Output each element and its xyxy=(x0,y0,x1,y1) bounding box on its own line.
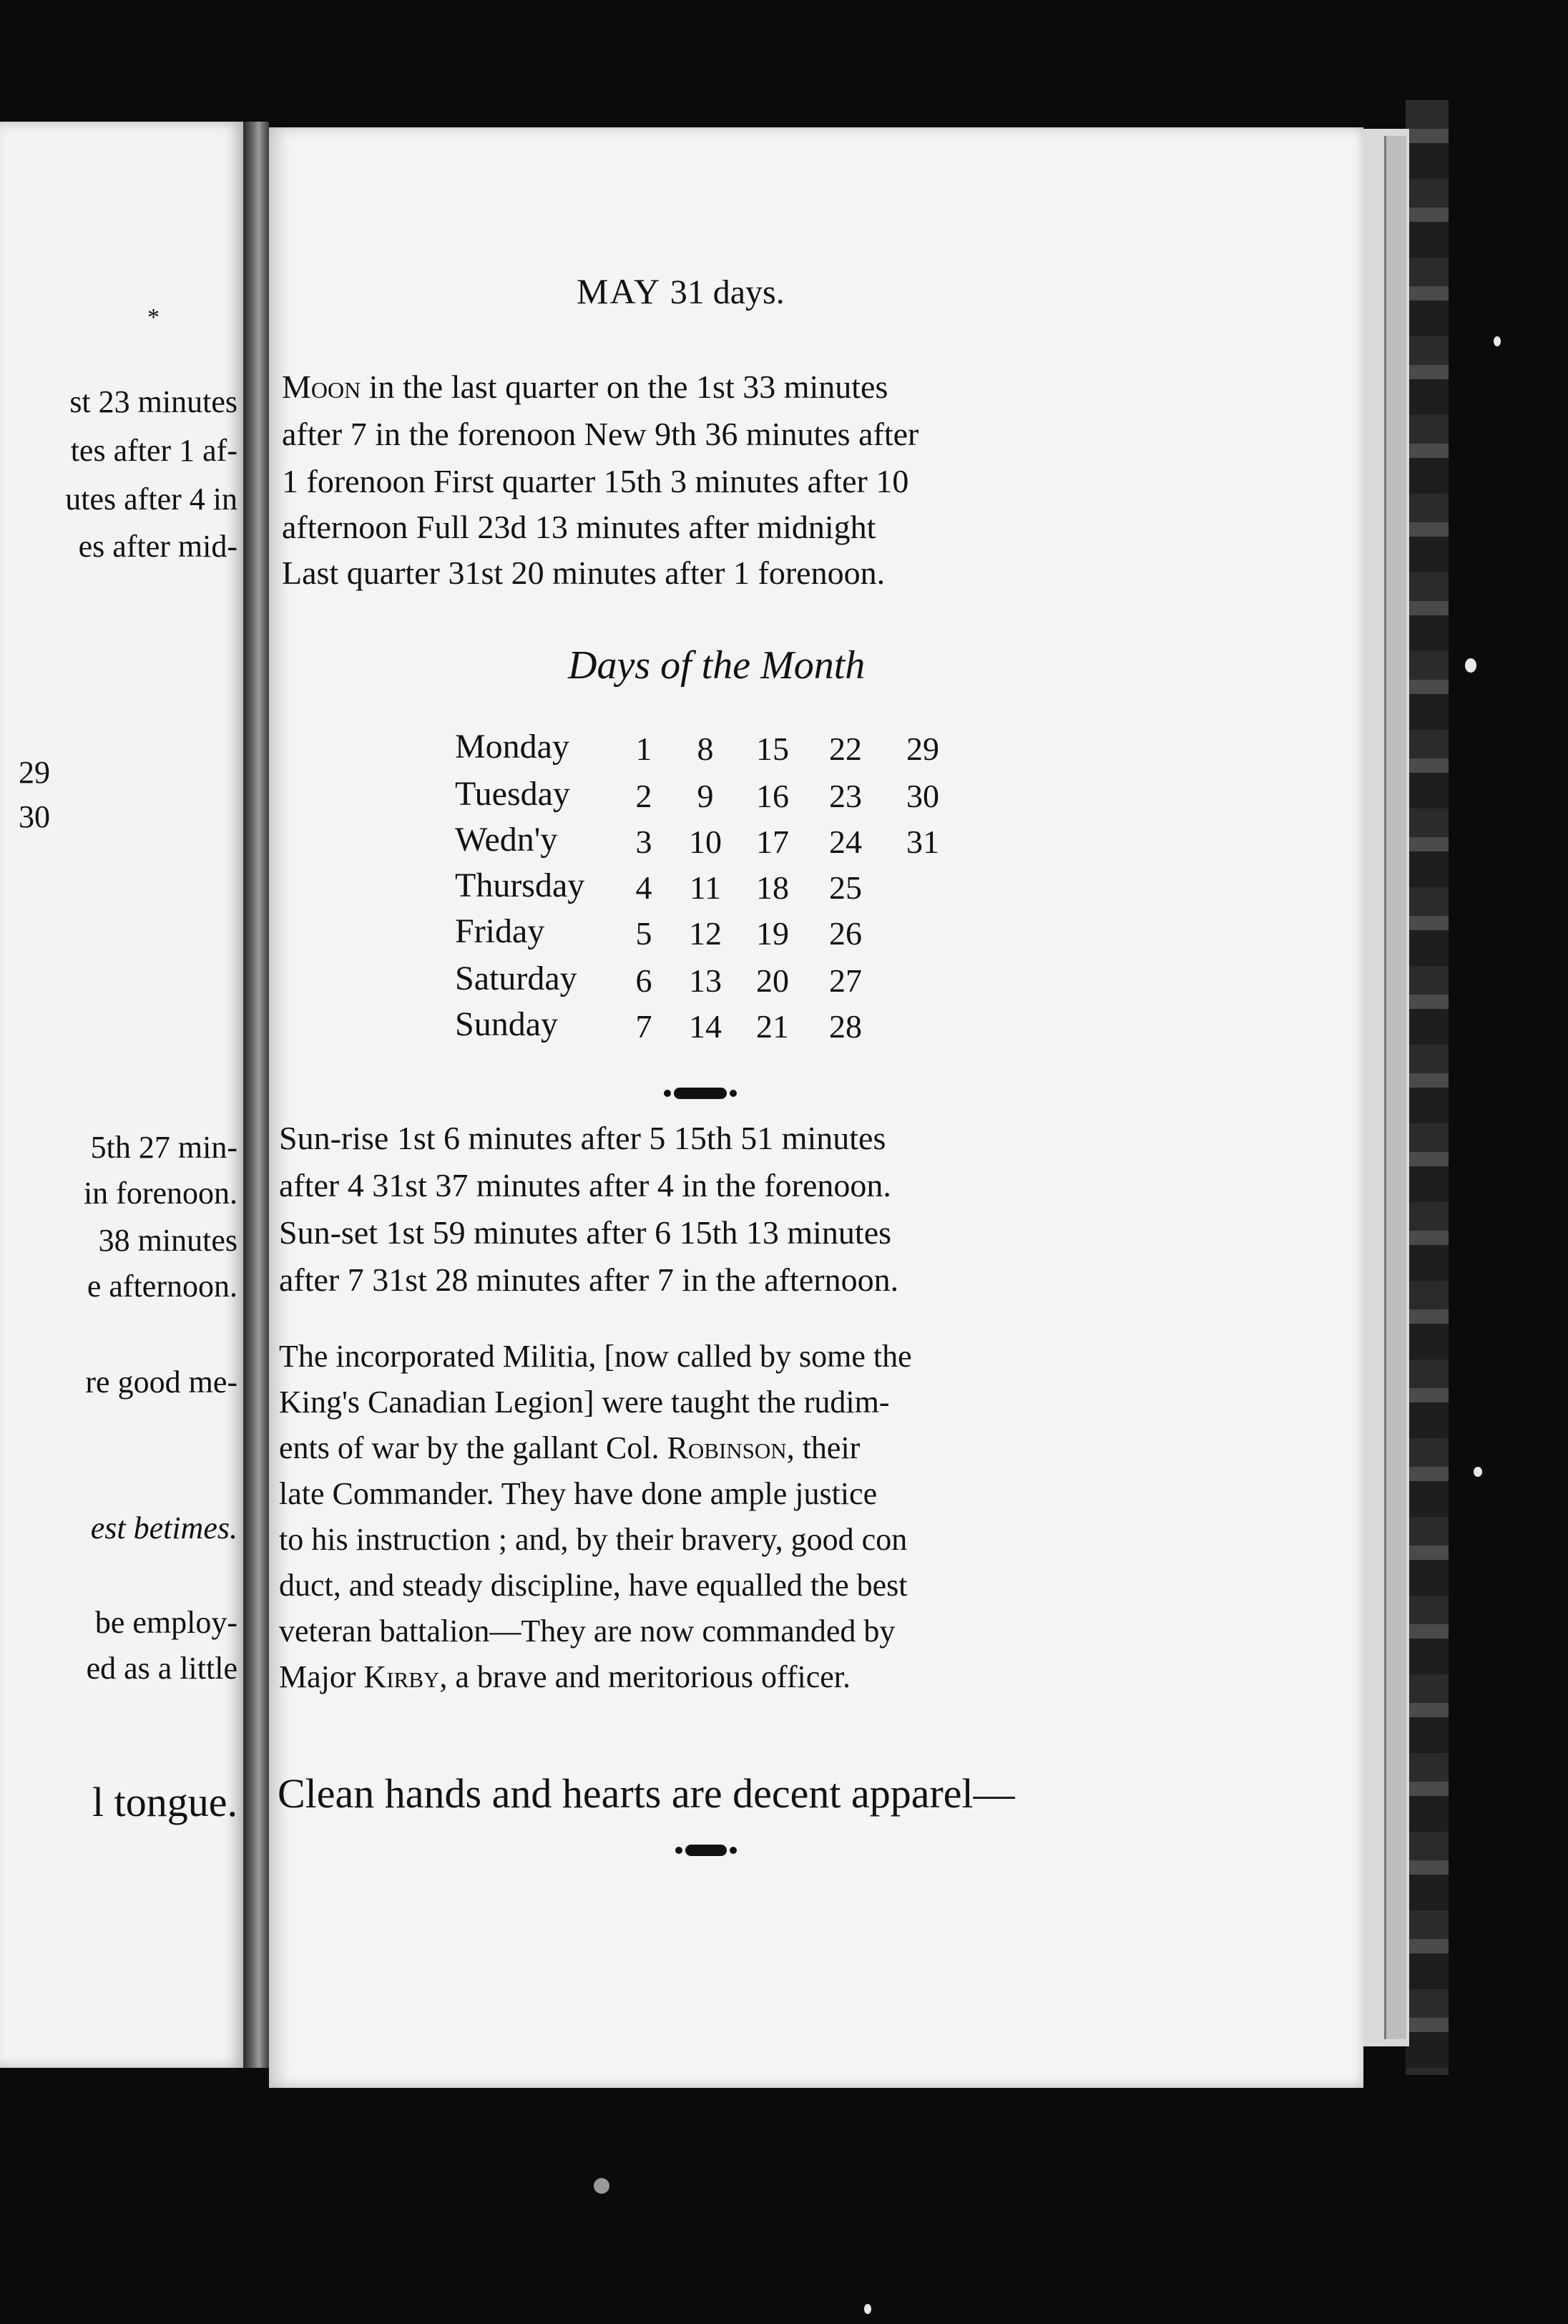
ornament-divider xyxy=(674,1088,727,1099)
calendar-date: 6 xyxy=(635,962,652,999)
left-page-line: in forenoon. xyxy=(83,1176,237,1211)
book-cover-edge xyxy=(1406,100,1449,2075)
moon-phase-line xyxy=(282,368,1155,405)
moon-text: after 7 in the forenoon New 9th 36 minutes after xyxy=(282,416,919,452)
paragraph-text: to his instruction ; and, by their bravery, good con xyxy=(279,1522,908,1557)
calendar-date: 23 xyxy=(829,778,862,814)
calendar-date: 9 xyxy=(697,778,714,814)
calendar-date: 29 xyxy=(906,731,939,767)
paragraph-text: The incorporated Militia, [now called by some the xyxy=(279,1339,912,1374)
month-day-count: 31 days. xyxy=(670,273,785,311)
left-page-line: l tongue. xyxy=(92,1779,237,1825)
calendar-date: 10 xyxy=(689,824,722,860)
calendar-date: 28 xyxy=(829,1008,862,1045)
paragraph-text: King's Canadian Legion] were taught the rudim- xyxy=(279,1385,890,1420)
calendar-day-name: Friday xyxy=(455,912,545,950)
left-page-line: ed as a little xyxy=(86,1651,237,1686)
left-page-line: 29 xyxy=(19,755,50,790)
sun-times-line: Sun-rise 1st 6 minutes after 5 15th 51 minutes xyxy=(279,1120,886,1156)
calendar-date: 8 xyxy=(697,731,714,767)
left-page-line: re good me- xyxy=(85,1364,237,1400)
left-page-line: tes after 1 af- xyxy=(70,433,237,468)
left-page-line: es after mid- xyxy=(78,529,237,564)
calendar-date: 15 xyxy=(756,731,789,767)
left-page-line: 30 xyxy=(19,799,50,834)
calendar-date: 20 xyxy=(756,962,789,999)
moon-phase-line xyxy=(282,557,1155,590)
paragraph-text: duct, and steady discipline, have equalled the best xyxy=(279,1568,908,1603)
paragraph-text: , their xyxy=(786,1430,861,1465)
sun-times-line: Sun-set 1st 59 minutes after 6 15th 13 minutes xyxy=(279,1214,892,1251)
paragraph-line xyxy=(279,1387,889,1418)
sun-times-line: after 4 31st 37 minutes after 4 in the forenoon. xyxy=(279,1167,891,1204)
left-page-line: be employ- xyxy=(94,1605,237,1640)
calendar-date: 26 xyxy=(829,915,862,952)
calendar-day-name: Wedn'y xyxy=(455,821,558,859)
moon-text: in the last quarter on the 1st 33 minutes xyxy=(361,368,888,405)
background-speck xyxy=(1494,336,1501,346)
sun-times-line: after 7 31st 28 minutes after 7 in the afternoon. xyxy=(279,1261,899,1298)
moon-label: Moon xyxy=(282,368,361,405)
left-page-line: st 23 minutes xyxy=(69,384,237,419)
almanac-page-may xyxy=(269,127,1363,2088)
paragraph-line xyxy=(279,1524,907,1556)
calendar-date: 4 xyxy=(635,869,652,906)
paragraph-text: late Commander. They have done ample justice xyxy=(279,1476,878,1511)
calendar-date: 12 xyxy=(689,915,722,952)
paragraph-line xyxy=(279,1341,912,1372)
calendar-date: 27 xyxy=(829,962,862,999)
paragraph-line xyxy=(279,1661,851,1693)
left-page-line: est betimes. xyxy=(90,1510,237,1546)
calendar-day-name: Sunday xyxy=(455,1005,558,1043)
paragraph-text: , a brave and meritorious officer. xyxy=(439,1659,851,1694)
person-name: Kirby xyxy=(363,1659,440,1694)
month-name: MAY xyxy=(577,271,660,311)
moon-phase-line xyxy=(282,511,1155,544)
calendar-date: 11 xyxy=(689,869,722,906)
calendar-day-name: Monday xyxy=(455,728,569,766)
page-speck xyxy=(594,2178,609,2194)
paragraph-text: Major xyxy=(279,1659,364,1694)
calendar-day-name: Saturday xyxy=(455,960,577,997)
background-speck xyxy=(1474,1467,1482,1477)
left-page-line: 38 minutes xyxy=(98,1223,237,1258)
calendar-date: 13 xyxy=(689,962,722,999)
paragraph-line xyxy=(279,1432,860,1464)
calendar-date: 1 xyxy=(635,731,652,767)
page-mark: * xyxy=(147,304,160,331)
left-page-line: utes after 4 in xyxy=(65,482,237,517)
ornament-divider xyxy=(685,1845,727,1856)
background-speck xyxy=(864,2304,871,2314)
calendar-date: 30 xyxy=(906,778,939,814)
moon-text: afternoon Full 23d 13 minutes after midnight xyxy=(282,509,876,545)
paragraph-line xyxy=(279,1478,877,1510)
calendar-date: 31 xyxy=(906,824,939,860)
person-name: Robinson xyxy=(667,1430,787,1465)
background-speck xyxy=(1465,658,1476,673)
calendar-date: 24 xyxy=(829,824,862,860)
moon-text: 1 forenoon First quarter 15th 3 minutes after 10 xyxy=(282,463,909,499)
book-gutter xyxy=(243,122,269,2068)
calendar-date: 21 xyxy=(756,1008,789,1045)
moon-phase-line xyxy=(282,418,1155,451)
paragraph-text: ents of war by the gallant Col. xyxy=(279,1430,667,1465)
calendar-day-name: Thursday xyxy=(455,866,585,904)
calendar-date: 22 xyxy=(829,731,862,767)
calendar-date: 5 xyxy=(635,915,652,952)
calendar-date: 2 xyxy=(635,778,652,814)
calendar-date: 17 xyxy=(756,824,789,860)
previous-page-fragment xyxy=(0,122,243,2068)
calendar-title: Days of the Month xyxy=(568,643,866,688)
calendar-date: 19 xyxy=(756,915,789,952)
moon-phase-line xyxy=(282,465,1155,498)
calendar-date: 16 xyxy=(756,778,789,814)
paragraph-text: veteran battalion—They are now commanded by xyxy=(279,1613,896,1649)
calendar-date: 25 xyxy=(829,869,862,906)
moon-text: Last quarter 31st 20 minutes after 1 forenoon. xyxy=(282,555,886,591)
calendar-day-name: Tuesday xyxy=(455,775,570,813)
left-page-line: e afternoon. xyxy=(87,1269,237,1304)
page-edges-shadow xyxy=(1384,136,1406,2039)
month-heading xyxy=(577,270,785,312)
calendar-date: 18 xyxy=(756,869,789,906)
paragraph-line xyxy=(279,1613,896,1649)
calendar-date: 7 xyxy=(635,1008,652,1045)
calendar-date: 3 xyxy=(635,824,652,860)
motto-line: Clean hands and hearts are decent apparel— xyxy=(278,1770,1015,1817)
left-page-line: 5th 27 min- xyxy=(90,1130,237,1165)
calendar-date: 14 xyxy=(689,1008,722,1045)
paragraph-line xyxy=(279,1570,908,1601)
